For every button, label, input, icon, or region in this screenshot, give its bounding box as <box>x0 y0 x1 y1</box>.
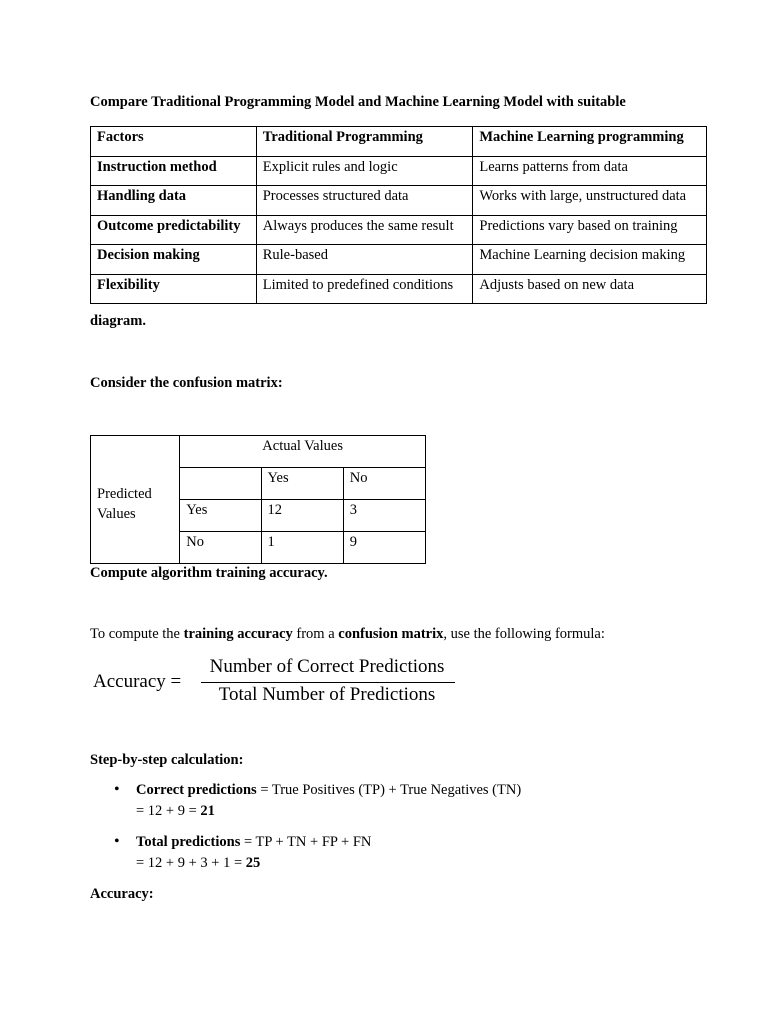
table-header-row <box>91 127 707 157</box>
ml-cell: Machine Learning decision making <box>473 245 707 275</box>
traditional-cell: Always produces the same result <box>256 215 473 245</box>
step-text: = True Positives (TP) + True Negatives (TN) <box>256 782 522 798</box>
step-bold: Correct predictions <box>136 782 257 798</box>
compare-heading-tail: diagram. <box>90 313 146 329</box>
step-total-line2 <box>136 855 260 872</box>
traditional-cell: Processes structured data <box>256 186 473 216</box>
row-no-header: No <box>180 532 261 564</box>
formula-numerator: Number of Correct Predictions <box>209 656 445 677</box>
step-result: 25 <box>245 855 261 871</box>
ml-cell: Adjusts based on new data <box>473 274 707 304</box>
cell-no-yes: 1 <box>261 532 343 564</box>
table-row <box>91 274 707 304</box>
intro-bold: confusion matrix <box>338 626 444 642</box>
cell-yes-yes: 12 <box>261 500 343 532</box>
intro-paragraph <box>90 626 605 643</box>
intro-bold: training accuracy <box>183 626 293 642</box>
fraction-bar <box>201 682 455 683</box>
accuracy-formula <box>93 655 473 707</box>
predicted-label-line2: Values <box>97 505 136 522</box>
table-row <box>91 156 707 186</box>
table-row <box>91 436 426 468</box>
step-total-line1 <box>136 834 371 851</box>
intro-text: To compute the <box>90 626 184 642</box>
step-bold: Total predictions <box>136 834 241 850</box>
step-text: = 12 + 9 + 3 + 1 = <box>136 855 246 871</box>
actual-values-label: Actual Values <box>180 436 426 468</box>
cell-yes-no: 3 <box>343 500 425 532</box>
intro-text: , use the following formula: <box>443 626 605 642</box>
table-row <box>91 215 707 245</box>
predicted-values-label <box>91 436 180 564</box>
factor-cell: Handling data <box>91 186 257 216</box>
table-row <box>91 186 707 216</box>
col-no-header: No <box>343 468 425 500</box>
bullet-icon: • <box>114 833 120 850</box>
col-yes-header: Yes <box>261 468 343 500</box>
traditional-cell: Limited to predefined conditions <box>256 274 473 304</box>
comparison-table <box>90 126 707 304</box>
formula-denominator: Total Number of Predictions <box>218 684 436 705</box>
predicted-label-line1: Predicted <box>97 485 152 502</box>
confusion-heading: Consider the confusion matrix: <box>90 375 283 391</box>
traditional-cell: Explicit rules and logic <box>256 156 473 186</box>
accuracy-heading: Accuracy: <box>90 886 154 902</box>
cell-no-no: 9 <box>343 532 425 564</box>
factor-cell: Decision making <box>91 245 257 275</box>
step-text: = TP + TN + FP + FN <box>240 834 372 850</box>
ml-cell: Learns patterns from data <box>473 156 707 186</box>
intro-text: from a <box>292 626 339 642</box>
formula-lhs: Accuracy = <box>93 671 182 692</box>
confusion-matrix-table <box>90 435 426 564</box>
ml-cell: Predictions vary based on training <box>473 215 707 245</box>
bullet-icon: • <box>114 781 120 798</box>
step-correct-line2 <box>136 803 215 820</box>
row-yes-header: Yes <box>180 500 261 532</box>
ml-cell: Works with large, unstructured data <box>473 186 707 216</box>
step-text: = 12 + 9 = <box>136 803 201 819</box>
empty-cell <box>180 468 261 500</box>
factor-cell: Flexibility <box>91 274 257 304</box>
compare-heading: Compare Traditional Programming Model and Machine Learning Model with suitable <box>90 94 626 110</box>
step-correct-line1 <box>136 782 521 799</box>
steps-heading: Step-by-step calculation: <box>90 752 244 768</box>
table-row <box>91 245 707 275</box>
factor-cell: Outcome predictability <box>91 215 257 245</box>
factor-cell: Instruction method <box>91 156 257 186</box>
header-cell: Machine Learning programming <box>473 127 707 157</box>
header-cell: Traditional Programming <box>256 127 473 157</box>
compute-heading: Compute algorithm training accuracy. <box>90 565 328 581</box>
header-cell: Factors <box>91 127 257 157</box>
step-result: 21 <box>200 803 215 819</box>
traditional-cell: Rule-based <box>256 245 473 275</box>
